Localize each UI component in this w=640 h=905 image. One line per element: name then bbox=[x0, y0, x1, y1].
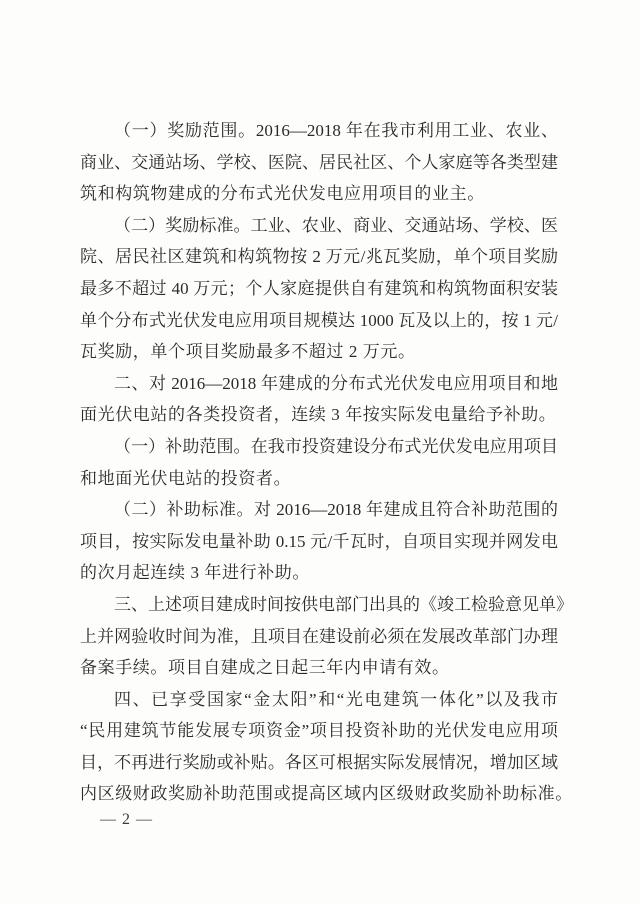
document-line: 内区级财政奖励补助范围或提高区域内区级财政奖励补助标准。 bbox=[80, 784, 573, 804]
document-line: 目，不再进行奖励或补贴。各区可根据实际发展情况，增加区域 bbox=[80, 752, 558, 772]
document-line: 和地面光伏电站的投资者。 bbox=[80, 468, 292, 488]
document-line: 上并网验收时间为准，且项目在建设前必须在发展改革部门办理 bbox=[80, 626, 558, 646]
document-line: 筑和构筑物建成的分布式光伏发电应用项目的业主。 bbox=[80, 184, 485, 204]
document-line: 最多不超过 40 万元；个人家庭提供自有建筑和构筑物面积安装 bbox=[80, 278, 558, 298]
document-line: （一）补助范围。在我市投资建设分布式光伏发电应用项目 bbox=[114, 436, 558, 456]
document-line: 单个分布式光伏发电应用项目规模达 1000 瓦及以上的，按 1 元/ bbox=[80, 310, 558, 330]
document-line: （二）补助标准。对 2016—2018 年建成且符合补助范围的 bbox=[114, 500, 558, 520]
document-line: 二、对 2016—2018 年建成的分布式光伏发电应用项目和地 bbox=[114, 373, 558, 393]
document-line: 三、上述项目建成时间按供电部门出具的《竣工检验意见单》 bbox=[114, 594, 573, 614]
document-line: 项目，按实际发电量补助 0.15 元/千瓦时，自项目实现并网发电 bbox=[80, 531, 558, 551]
document-line: （一）奖励范围。2016—2018 年在我市利用工业、农业、 bbox=[114, 121, 558, 140]
page-number: — 2 — bbox=[100, 811, 153, 828]
document-line: 四、已享受国家“金太阳”和“光电建筑一体化”以及我市 bbox=[114, 689, 558, 709]
document-line: 备案手续。项目自建成之日起三年内申请有效。 bbox=[80, 658, 450, 678]
document-line: 面光伏电站的各类投资者，连续 3 年按实际发电量给予补助。 bbox=[80, 405, 557, 425]
document-line: （二）奖励标准。工业、农业、商业、交通站场、学校、医 bbox=[114, 215, 558, 235]
document-line: “民用建筑节能发展专项资金”项目投资补助的光伏发电应用项 bbox=[80, 721, 558, 741]
document-line: 的次月起连续 3 年进行补助。 bbox=[80, 563, 310, 583]
document-line: 商业、交通站场、学校、医院、居民社区、个人家庭等各类型建 bbox=[80, 152, 558, 172]
document-line: 瓦奖励，单个项目奖励最多不超过 2 万元。 bbox=[80, 342, 416, 362]
document-body bbox=[80, 115, 573, 810]
document-line: 院、居民社区建筑和构筑物按 2 万元/兆瓦奖励，单个项目奖励 bbox=[80, 247, 558, 267]
